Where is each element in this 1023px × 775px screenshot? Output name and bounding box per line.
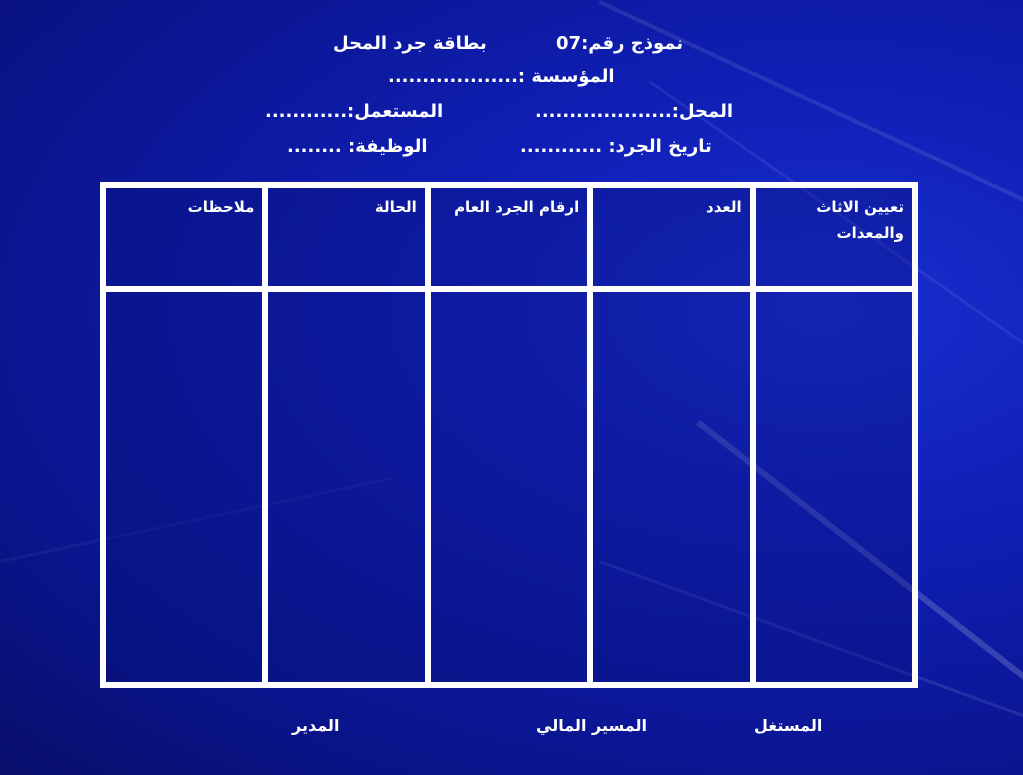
job-title-field: الوظيفة: ........ <box>287 136 428 157</box>
signature-operator: المستغل <box>754 716 823 735</box>
table-cell[interactable] <box>103 289 265 685</box>
inventory-date-field: تاريخ الجرد: ............ <box>520 136 712 157</box>
table-cell[interactable] <box>265 289 427 685</box>
table-cell[interactable] <box>753 289 915 685</box>
table-row <box>103 289 915 685</box>
column-header-quantity: العدد <box>590 185 752 289</box>
form-number: نموذج رقم:07 <box>556 33 684 54</box>
table-cell[interactable] <box>590 289 752 685</box>
signature-director: المدير <box>292 716 340 735</box>
column-header-inventory-numbers: ارقام الجرد العام <box>428 185 590 289</box>
card-title: بطاقة جرد المحل <box>333 33 487 54</box>
inventory-table <box>100 182 918 688</box>
table-cell[interactable] <box>428 289 590 685</box>
column-header-furniture: تعيين الاثاث والمعدات <box>753 185 915 289</box>
institution-field: المؤسسة :................... <box>388 66 615 87</box>
user-field: المستعمل:............ <box>265 101 444 122</box>
table-header-row <box>103 185 915 289</box>
column-header-notes: ملاحظات <box>103 185 265 289</box>
column-header-status: الحالة <box>265 185 427 289</box>
location-field: المحل:.................... <box>535 101 733 122</box>
signature-financial-manager: المسير المالي <box>536 716 647 735</box>
